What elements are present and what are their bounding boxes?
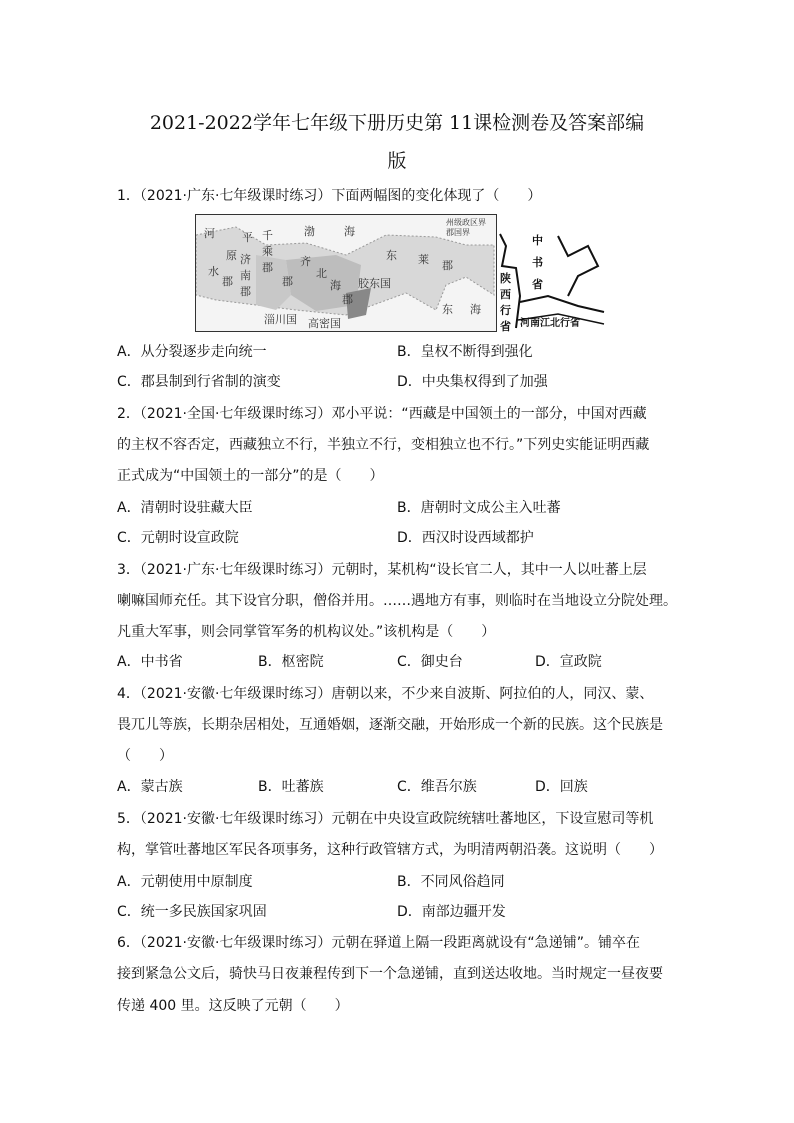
map-label: 行 [500, 304, 511, 317]
map-label: 郡 [262, 261, 273, 274]
map-legend-commandery: 郡国界 [446, 228, 470, 237]
question-2-text: 2．（2021·全国·七年级课时练习）邓小平说：“西藏是中国领土的一部分，中国对西藏 [117, 406, 647, 422]
map-label: 齐 [300, 255, 311, 268]
map-label: 原 [226, 249, 237, 262]
map-label: 河 [204, 227, 215, 240]
map-label: 陕 [500, 272, 511, 285]
map-label: 莱 [418, 253, 429, 266]
q3-option-c: C．御史台 [397, 654, 463, 670]
q4-option-a: A．蒙古族 [117, 779, 183, 795]
map-label: 济 [240, 253, 251, 266]
map-label: 渤 [304, 225, 315, 238]
map-label: 东 [442, 303, 453, 316]
q5-option-b: B．不同风俗趋同 [397, 874, 505, 890]
map-label: 河南江北行省 [520, 318, 580, 329]
q5-option-a: A．元朝使用中原制度 [117, 874, 253, 890]
question-5-text: 构，掌管吐蕃地区军民各项事务，这种行政管辖方式，为明清两朝沿袭。这说明（ ） [117, 842, 663, 858]
map-label: 郡 [342, 293, 353, 306]
question-5-text: 5．（2021·安徽·七年级课时练习）元朝在中央设宣政院统辖吐蕃地区，下设宣慰司等机 [117, 811, 654, 827]
question-2-text: 正式成为“中国领土的一部分”的是（ ） [117, 468, 384, 484]
question-6-text: 6．（2021·安徽·七年级课时练习）元朝在驿道上隔一段距离就设有“急递铺”。铺卒在 [117, 935, 640, 951]
q5-option-c: C．统一多民族国家巩固 [117, 904, 267, 920]
q1-option-c: C．郡县制到行省制的演变 [117, 374, 281, 390]
question-3-text: 凡重大军事，则会同掌管军务的机构议处。”该机构是（ ） [117, 624, 496, 640]
map-label: 中 [532, 234, 543, 247]
han-commanderies-map [195, 214, 497, 332]
map-label: 郡 [222, 275, 233, 288]
q1-option-b: B．皇权不断得到强化 [397, 344, 533, 360]
question-2-text: 的主权不容否定，西藏独立不行，半独立不行，变相独立也不行。”下列史实能证明西藏 [117, 437, 650, 453]
map-label: 淄川国 [264, 313, 297, 326]
q4-option-d: D．回族 [535, 779, 588, 795]
document-title-line-2: 版 [387, 150, 407, 172]
map-legend-provincial: 州级政区界 [446, 218, 486, 227]
q2-option-d: D．西汉时设西域都护 [397, 530, 534, 546]
yuan-provinces-map [498, 216, 606, 333]
map-label: 东 [386, 249, 397, 262]
q5-option-d: D．南部边疆开发 [397, 904, 506, 920]
map-label: 郡 [240, 285, 251, 298]
question-1-map-figure [195, 214, 607, 332]
map-label: 郡 [282, 275, 293, 288]
map-label: 海 [344, 225, 355, 238]
map-label: 千 [262, 229, 273, 242]
q3-option-b: B．枢密院 [258, 654, 324, 670]
q2-option-c: C．元朝时设宣政院 [117, 530, 239, 546]
q2-option-a: A．清朝时设驻藏大臣 [117, 500, 253, 516]
question-4-text: 畏兀儿等族，长期杂居相处，互通婚姻，逐渐交融，开始形成一个新的民族。这个民族是 [117, 717, 663, 733]
question-3-text: 3．（2021·广东·七年级课时练习）元朝时，某机构“设长官二人，其中一人以吐蕃上层 [117, 562, 647, 578]
map-label: 西 [500, 288, 511, 301]
q1-option-d: D．中央集权得到了加强 [397, 374, 548, 390]
q4-option-b: B．吐蕃族 [258, 779, 324, 795]
map-label: 胶东国 [358, 277, 391, 290]
question-4-text: （ ） [117, 748, 173, 764]
q3-option-d: D．宣政院 [535, 654, 602, 670]
map-label: 南 [240, 269, 251, 282]
question-3-text: 喇嘛国师充任。其下设官分职，僧俗并用。……遇地方有事，则临时在当地设立分院处理。 [117, 593, 677, 609]
question-1-text: 1．（2021·广东·七年级课时练习）下面两幅图的变化体现了（ ） [117, 188, 542, 204]
q2-option-b: B．唐朝时文成公主入吐蕃 [397, 500, 561, 516]
map-label: 平 [242, 231, 253, 244]
map-label: 海 [470, 303, 481, 316]
map-label: 郡 [442, 259, 453, 272]
document-title-line-1: 2021-2022学年七年级下册历史第 11课检测卷及答案部编 [149, 112, 645, 134]
map-label: 水 [208, 265, 219, 278]
map-label: 省 [532, 278, 543, 291]
question-6-text: 接到紧急公文后，骑快马日夜兼程传到下一个急递铺，直到送达收地。当时规定一昼夜要 [117, 966, 663, 982]
q1-option-a: A．从分裂逐步走向统一 [117, 344, 267, 360]
q3-option-a: A．中书省 [117, 654, 183, 670]
question-4-text: 4．（2021·安徽·七年级课时练习）唐朝以来，不少来自波斯、阿拉伯的人，同汉、蒙、 [117, 686, 654, 702]
map-label: 北 [316, 267, 327, 280]
question-6-text: 传递 400 里。这反映了元朝（ ） [117, 998, 349, 1014]
map-label: 乘 [262, 245, 273, 258]
map-label: 海 [330, 279, 341, 292]
map-label: 高密国 [308, 317, 341, 330]
map-label: 省 [500, 320, 511, 333]
q4-option-c: C．维吾尔族 [397, 779, 477, 795]
map-label: 书 [532, 256, 543, 269]
